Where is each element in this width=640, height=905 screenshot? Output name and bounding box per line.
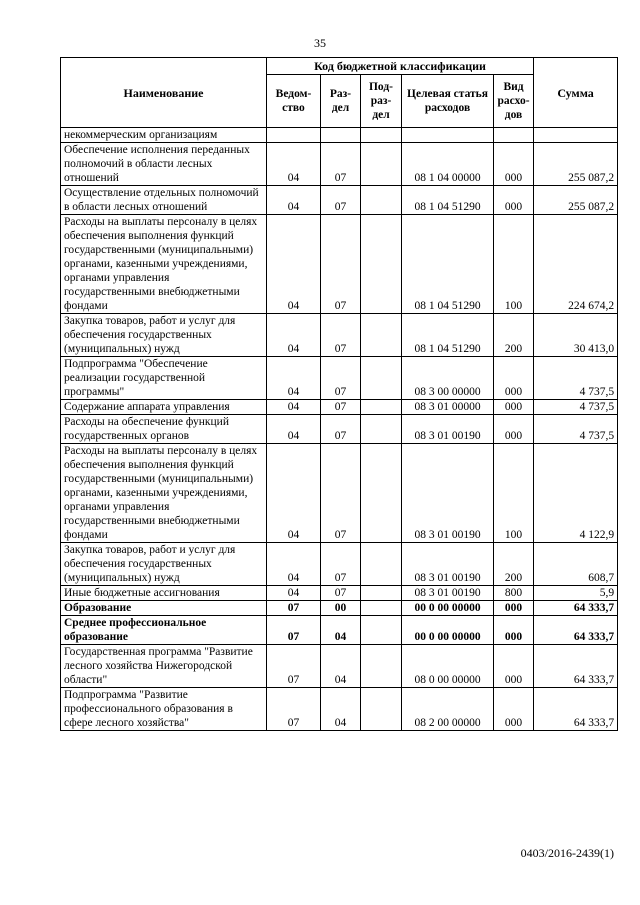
department-cell	[267, 128, 321, 143]
table-row	[61, 215, 618, 314]
target-article-cell: 00 0 00 00000	[402, 616, 494, 645]
target-article-cell: 08 3 01 00190	[402, 415, 494, 444]
amount-cell: 64 333,7	[534, 616, 618, 645]
department-column-header: Ведом-ство	[267, 75, 321, 128]
section-column-header: Раз-дел	[321, 75, 361, 128]
amount-cell: 64 333,7	[534, 601, 618, 616]
target-article-cell: 00 0 00 00000	[402, 601, 494, 616]
expense-kind-cell: 000	[494, 186, 534, 215]
amount-cell: 30 413,0	[534, 314, 618, 357]
row-name-cell: Содержание аппарата управления	[61, 400, 267, 415]
expense-kind-cell: 000	[494, 143, 534, 186]
section-cell: 07	[321, 400, 361, 415]
expense-kind-cell: 200	[494, 314, 534, 357]
section-cell: 07	[321, 186, 361, 215]
amount-cell: 4 737,5	[534, 415, 618, 444]
amount-cell: 64 333,7	[534, 645, 618, 688]
target-article-cell: 08 1 04 51290	[402, 314, 494, 357]
table-row	[61, 314, 618, 357]
page-number: 35	[314, 36, 326, 50]
target-article-cell: 08 3 01 00190	[402, 444, 494, 543]
row-name-cell: Подпрограмма "Развитие профессионального образования в сфере лесного хозяйства"	[61, 688, 267, 731]
name-column-header: Наименование	[61, 58, 267, 128]
subsection-column-header: Под-раз-дел	[361, 75, 402, 128]
expense-kind-cell: 200	[494, 543, 534, 586]
amount-cell: 224 674,2	[534, 215, 618, 314]
row-name-cell: некоммерческим организациям	[61, 128, 267, 143]
department-cell: 07	[267, 645, 321, 688]
row-name-cell: Государственная программа "Развитие лесного хозяйства Нижегородской области"	[61, 645, 267, 688]
target-article-cell: 08 3 01 00190	[402, 543, 494, 586]
row-name-cell: Расходы на выплаты персоналу в целях обеспечения выполнения функций государственными (муниципальными) органами, казенными учреждениями, органами управления государственными внебюджетными фондами	[61, 215, 267, 314]
section-cell	[321, 128, 361, 143]
expense-kind-cell: 100	[494, 444, 534, 543]
subsection-cell	[361, 357, 402, 400]
table-row	[61, 688, 618, 731]
section-cell: 07	[321, 415, 361, 444]
department-cell: 04	[267, 586, 321, 601]
expense-kind-cell: 100	[494, 215, 534, 314]
budget-table	[60, 57, 618, 731]
table-row	[61, 586, 618, 601]
expense-kind-cell	[494, 128, 534, 143]
expense-kind-cell: 000	[494, 400, 534, 415]
row-name-cell: Среднее профессиональное образование	[61, 616, 267, 645]
section-cell: 04	[321, 616, 361, 645]
table-row	[61, 543, 618, 586]
row-name-cell: Образование	[61, 601, 267, 616]
department-cell: 04	[267, 215, 321, 314]
expense-kind-cell: 000	[494, 601, 534, 616]
expense-kind-cell: 000	[494, 415, 534, 444]
subsection-cell	[361, 616, 402, 645]
section-cell: 07	[321, 314, 361, 357]
table-row	[61, 616, 618, 645]
expense-kind-cell: 000	[494, 357, 534, 400]
section-cell: 07	[321, 215, 361, 314]
table-row	[61, 128, 618, 143]
table-body	[61, 128, 618, 731]
subsection-cell	[361, 215, 402, 314]
subsection-cell	[361, 543, 402, 586]
subsection-cell	[361, 688, 402, 731]
document-code: 0403/2016-2439(1)	[520, 846, 614, 860]
subsection-cell	[361, 400, 402, 415]
expense-kind-cell: 000	[494, 616, 534, 645]
amount-column-header: Сумма	[534, 58, 618, 128]
target-article-cell: 08 3 01 00190	[402, 586, 494, 601]
table-row	[61, 444, 618, 543]
row-name-cell: Иные бюджетные ассигнования	[61, 586, 267, 601]
section-cell: 07	[321, 143, 361, 186]
department-cell: 04	[267, 444, 321, 543]
amount-cell: 4 122,9	[534, 444, 618, 543]
section-cell: 07	[321, 444, 361, 543]
target-article-cell: 08 1 04 51290	[402, 186, 494, 215]
department-cell: 04	[267, 143, 321, 186]
table-row	[61, 186, 618, 215]
section-cell: 04	[321, 645, 361, 688]
amount-cell	[534, 128, 618, 143]
expense-kind-cell: 800	[494, 586, 534, 601]
target-column-header: Целевая статья расходов	[402, 75, 494, 128]
department-cell: 04	[267, 400, 321, 415]
department-cell: 04	[267, 186, 321, 215]
department-cell: 07	[267, 601, 321, 616]
classification-code-header: Код бюджетной классификации	[267, 58, 534, 75]
amount-cell: 64 333,7	[534, 688, 618, 731]
table-row	[61, 357, 618, 400]
target-article-cell: 08 3 00 00000	[402, 357, 494, 400]
section-cell: 00	[321, 601, 361, 616]
row-name-cell: Закупка товаров, работ и услуг для обеспечения государственных (муниципальных) нужд	[61, 314, 267, 357]
target-article-cell: 08 1 04 51290	[402, 215, 494, 314]
table-row	[61, 143, 618, 186]
amount-cell: 255 087,2	[534, 143, 618, 186]
section-cell: 04	[321, 688, 361, 731]
section-cell: 07	[321, 586, 361, 601]
subsection-cell	[361, 645, 402, 688]
table-row	[61, 400, 618, 415]
department-cell: 07	[267, 688, 321, 731]
row-name-cell: Закупка товаров, работ и услуг для обеспечения государственных (муниципальных) нужд	[61, 543, 267, 586]
subsection-cell	[361, 128, 402, 143]
subsection-cell	[361, 415, 402, 444]
target-article-cell: 08 3 01 00000	[402, 400, 494, 415]
department-cell: 04	[267, 314, 321, 357]
amount-cell: 4 737,5	[534, 357, 618, 400]
subsection-cell	[361, 586, 402, 601]
row-name-cell: Осуществление отдельных полномочий в области лесных отношений	[61, 186, 267, 215]
section-cell: 07	[321, 357, 361, 400]
department-cell: 04	[267, 543, 321, 586]
amount-cell: 4 737,5	[534, 400, 618, 415]
amount-cell: 255 087,2	[534, 186, 618, 215]
subsection-cell	[361, 143, 402, 186]
section-cell: 07	[321, 543, 361, 586]
row-name-cell: Обеспечение исполнения переданных полномочий в области лесных отношений	[61, 143, 267, 186]
kind-column-header: Вид расхо-дов	[494, 75, 534, 128]
row-name-cell: Расходы на обеспечение функций государственных органов	[61, 415, 267, 444]
target-article-cell: 08 2 00 00000	[402, 688, 494, 731]
amount-cell: 608,7	[534, 543, 618, 586]
table-row	[61, 601, 618, 616]
expense-kind-cell: 000	[494, 645, 534, 688]
expense-kind-cell: 000	[494, 688, 534, 731]
subsection-cell	[361, 601, 402, 616]
row-name-cell: Подпрограмма "Обеспечение реализации государственной программы"	[61, 357, 267, 400]
subsection-cell	[361, 314, 402, 357]
row-name-cell: Расходы на выплаты персоналу в целях обеспечения выполнения функций государственными (муниципальными) органами, казенными учреждениями, органами управления государственными внебюджетными фондами	[61, 444, 267, 543]
table-row	[61, 415, 618, 444]
target-article-cell	[402, 128, 494, 143]
table-row	[61, 645, 618, 688]
department-cell: 07	[267, 616, 321, 645]
department-cell: 04	[267, 357, 321, 400]
target-article-cell: 08 1 04 00000	[402, 143, 494, 186]
table-header	[61, 58, 618, 128]
target-article-cell: 08 0 00 00000	[402, 645, 494, 688]
department-cell: 04	[267, 415, 321, 444]
subsection-cell	[361, 186, 402, 215]
subsection-cell	[361, 444, 402, 543]
amount-cell: 5,9	[534, 586, 618, 601]
